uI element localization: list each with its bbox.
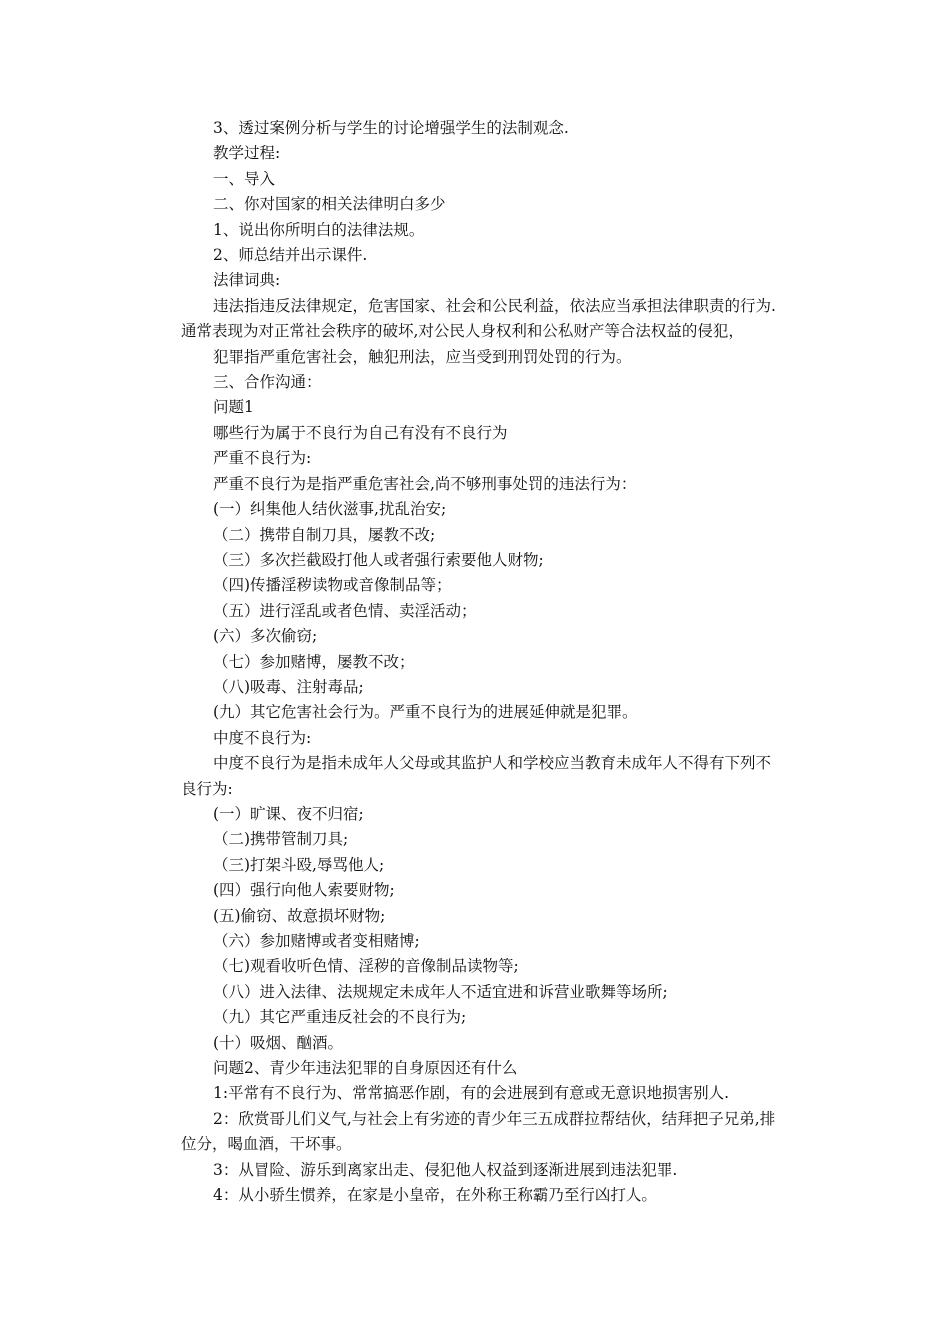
- paragraph: 哪些行为属于不良行为自己有没有不良行为: [213, 423, 508, 442]
- list-item: (一）纠集他人结伙滋事,扰乱治安;: [213, 500, 447, 519]
- list-item: (四）强行向他人索要财物;: [213, 881, 395, 900]
- paragraph: 法律词典:: [213, 271, 281, 290]
- list-item: （八)吸毒、注射毒品;: [213, 677, 364, 696]
- list-item: (十）吸烟、酗酒。: [213, 1033, 344, 1052]
- paragraph: 3、透过案例分析与学生的讨论增强学生的法制观念.: [213, 119, 569, 137]
- list-item: (六）多次偷窃;: [213, 627, 318, 646]
- paragraph: 严重不良行为:: [213, 449, 312, 468]
- list-item: （八）进入法律、法规规定未成年人不适宜进和诉营业歌舞等场所;: [213, 982, 668, 1001]
- paragraph: 违法指违反法律规定，危害国家、社会和公民利益，依法应当承担法律职责的行为.通常表现为对正常社会秩序的破坏,对公民人身权利和公私财产等合法权益的侵犯，: [181, 296, 776, 341]
- list-item: （三)打架斗殴,辱骂他人;: [213, 855, 385, 874]
- paragraph: 4：从小骄生惯养，在家是小皇帝，在外称王称霸乃至行凶打人。: [213, 1186, 657, 1205]
- paragraph: 中度不良行为:: [213, 728, 312, 747]
- paragraph: 1:平常有不良行为、常常搞恶作剧，有的会进展到有意或无意识地损害别人.: [213, 1084, 730, 1103]
- paragraph: 2：欣赏哥儿们义气,与社会上有劣迹的青少年三五成群拉帮结伙，结拜把子兄弟,排位分，喝血酒，干坏事。: [181, 1109, 776, 1154]
- list-item: (五)偷窃、故意损坏财物;: [213, 906, 386, 925]
- list-item: （三）多次拦截殴打他人或者强行索要他人财物;: [213, 550, 544, 569]
- paragraph: 3：从冒险、游乐到离家出走、侵犯他人权益到逐渐进展到违法犯罪.: [213, 1160, 678, 1179]
- list-item: （六）参加赌博或者变相赌博;: [213, 932, 420, 950]
- list-item: （二）携带自制刀具，屡教不改;: [213, 525, 436, 544]
- paragraph: 问题2、青少年违法犯罪的自身原因还有什么: [213, 1059, 518, 1078]
- paragraph: 1、说出你所明白的法律法规。: [213, 220, 425, 239]
- section-heading: 二、你对国家的相关法律明白多少: [213, 195, 446, 214]
- list-item: (九）其它危害社会行为。严重不良行为的进展延伸就是犯罪。: [213, 703, 638, 722]
- list-item: （七）参加赌博，屡教不改；: [213, 652, 415, 671]
- list-item: （五）进行淫乱或者色情、卖淫活动；: [213, 601, 477, 620]
- document-body: [181, 116, 776, 1208]
- paragraph: 教学过程:: [213, 144, 281, 163]
- paragraph: 严重不良行为是指严重危害社会,尚不够刑事处罚的违法行为：: [213, 474, 637, 493]
- section-heading: 一、导入: [213, 169, 276, 188]
- list-item: （二)携带管制刀具;: [213, 830, 349, 849]
- paragraph: 2、师总结并出示课件.: [213, 246, 368, 265]
- section-heading: 三、合作沟通：: [213, 373, 322, 392]
- list-item: （七)观看收听色情、淫秽的音像制品读物等;: [213, 957, 519, 976]
- paragraph: 中度不良行为是指未成年人父母或其监护人和学校应当教育未成年人不得有下列不良行为:: [181, 754, 772, 798]
- paragraph: 犯罪指严重危害社会，触犯刑法，应当受到刑罚处罚的行为。: [213, 347, 632, 366]
- list-item: （四)传播淫秽读物或音像制品等；: [213, 576, 452, 595]
- paragraph: 问题1: [213, 398, 254, 417]
- list-item: （九）其它严重违反社会的不良行为;: [213, 1008, 467, 1027]
- list-item: (一）旷课、夜不归宿;: [213, 804, 364, 823]
